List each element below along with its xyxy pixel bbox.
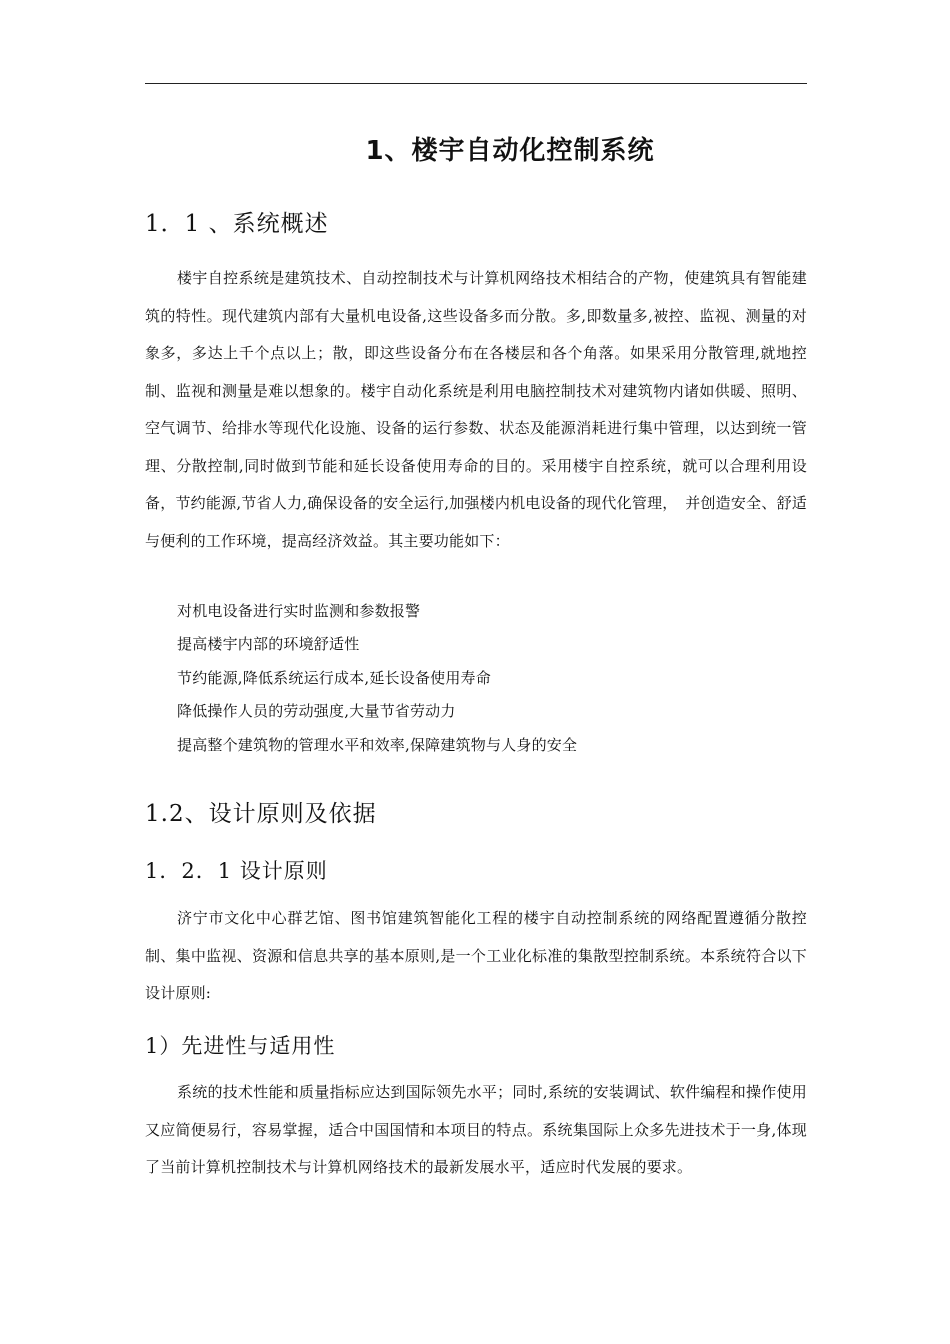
section-heading-design: 1.2、设计原则及依据: [145, 801, 377, 827]
list-item: 节约能源,降低系统运行成本,延长设备使用寿命: [177, 668, 491, 687]
principles-paragraph: 济宁市文化中心群艺馆、图书馆建筑智能化工程的楼宇自动控制系统的网络配置遵循分散控制、集中监视、资源和信息共享的基本原则,是一个工业化标准的集散型控制系统。本系统符合以下设计原则:: [145, 909, 807, 1002]
list-item: 降低操作人员的劳动强度,大量节省劳动力: [177, 702, 456, 721]
subsection-heading-principles: 1．2．1 设计原则: [145, 859, 328, 883]
subsection-heading-advanced: 1）先进性与适用性: [145, 1034, 336, 1058]
function-list: [177, 595, 577, 762]
list-item: 提高整个建筑物的管理水平和效率,保障建筑物与人身的安全: [177, 735, 578, 754]
list-item: 对机电设备进行实时监测和参数报警: [177, 602, 421, 620]
document-title: 1、楼宇自动化控制系统: [365, 136, 655, 166]
list-item: 提高楼宇内部的环境舒适性: [177, 635, 360, 654]
header-rule: [145, 83, 807, 84]
advanced-paragraph: 系统的技术性能和质量指标应达到国际领先水平；同时,系统的安装调试、软件编程和操作使用又应简便易行，容易掌握，适合中国国情和本项目的特点。系统集国际上众多先进技术于一身,体现了当前计算机控制技术与计算机网络技术的最新发展水平，适应时代发展的要求。: [145, 1083, 807, 1176]
section-heading-overview: 1．1 、系统概述: [145, 211, 329, 237]
overview-paragraph: 楼宇自控系统是建筑技术、自动控制技术与计算机网络技术相结合的产物，使建筑具有智能建筑的特性。现代建筑内部有大量机电设备,这些设备多而分散。多,即数量多,被控、监视、测量的对象多，多达上千个点以上；散，即这些设备分布在各楼层和各个角落。如果采用分散管理,就地控制、监视和测量是难以想象的。楼宇自动化系统是利用电脑控制技术对建筑物内诸如供暖、照明、空气调节、给排水等现代化设施、设备的运行参数、状态及能源消耗进行集中管理，以达到统一管理、分散控制,同时做到节能和延长设备使用寿命的目的。采用楼宇自控系统，就可以合理利用设备，节约能源,节省人力,确保设备的安全运行,加强楼内机电设备的现代化管理， 并创造安全、舒适与便利的工作环境，提高经济效益。其主要功能如下：: [145, 269, 807, 550]
